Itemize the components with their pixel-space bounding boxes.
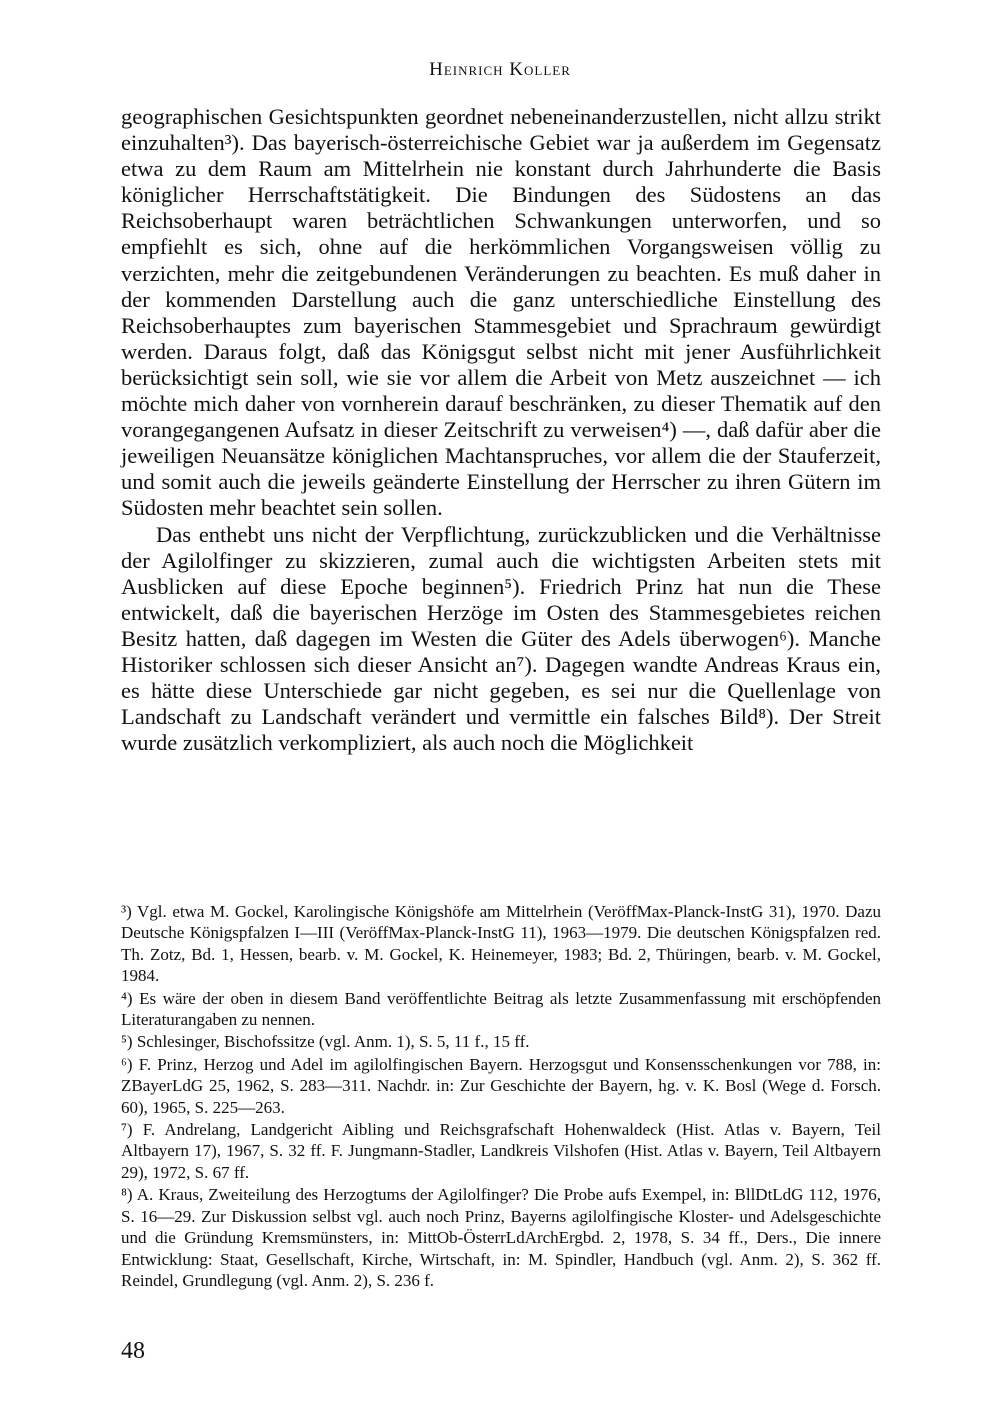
footnote-8: ⁸) A. Kraus, Zweiteilung des Herzogtums der Agilolfinger? Die Probe aufs Exempel, in: BllDtLdG 112, 1976, S. 16—29. Zur Diskussion selbst vgl. auch noch Prinz, Bayerns agilolfingische Kloster- und Adelsgeschichte und die Gründung Kremsmünsters, in: MittOb-ÖsterrLdArchErgbd. 2, 1978, S. 34 ff., Ders., Die innere Entwicklung: Staat, Gesellschaft, Kirche, Wirtschaft, in: M. Spindler, Handbuch (vgl. Anm. 2), S. 362 ff. Reindel, Grundlegung (vgl. Anm. 2), S. 236 f. bbox=[121, 1185, 881, 1290]
main-text bbox=[121, 104, 881, 756]
page-number: 48 bbox=[121, 1338, 145, 1364]
footnote-7: ⁷) F. Andrelang, Landgericht Aibling und Reichsgrafschaft Hohenwaldeck (Hist. Atlas v. Bayern, Teil Altbayern 17), 1967, S. 32 ff. F. Jungmann-Stadler, Landkreis Vilshofen (Hist. Atlas v. Bayern, Teil Altbayern 29), 1972, S. 67 ff. bbox=[121, 1120, 881, 1182]
footnote-5: ⁵) Schlesinger, Bischofssitze (vgl. Anm. 1), S. 5, 11 f., 15 ff. bbox=[121, 1032, 530, 1052]
footnote-6: ⁶) F. Prinz, Herzog und Adel im agilolfingischen Bayern. Herzogsgut und Konsensschenkungen vor 788, in: ZBayerLdG 25, 1962, S. 283—311. Nachdr. in: Zur Geschichte der Bayern, hg. v. K. Bosl (Wege d. Forsch. 60), 1965, S. 225—263. bbox=[121, 1054, 881, 1117]
running-head: Heinrich Koller bbox=[429, 59, 571, 80]
paragraph-1: geographischen Gesichtspunkten geordnet nebeneinanderzustellen, nicht allzu strikt einzuhalten³). Das bayerisch-österreichische Gebiet war ja außerdem im Gegensatz etwa zu dem Raum am Mittelrhein nie konstant durch Jahrhunderte die Basis königlicher Herrschaftstätigkeit. Die Bindungen des Südostens an das Reichsoberhaupt waren beträchtlichen Schwankungen unterworfen, und so empfiehlt es sich, ohne auf die herkömmlichen Vorgangsweisen völlig zu verzichten, mehr die zeitgebundenen Veränderungen zu beachten. Es muß daher in der kommenden Darstellung auch die ganz unterschiedliche Einstellung des Reichsoberhauptes zum bayerischen Stammesgebiet und Sprachraum gewürdigt werden. Daraus folgt, daß das Königsgut selbst nicht mit jener Ausführlichkeit berücksichtigt sein soll, wie sie vor allem die Arbeit von Metz auszeichnet — ich möchte mich daher von vornherein darauf beschränken, zu dieser Thematik auf den vorangegangenen Aufsatz in dieser Zeitschrift zu verweisen⁴) —, daß dafür aber die jeweiligen Neuansätze königlichen Machtanspruches, vor allem die der Stauferzeit, und somit auch die jeweils geänderte Einstellung der Herrscher zu ihren Gütern im Südosten mehr beachtet sein sollen. bbox=[121, 104, 881, 521]
footnote-3: ³) Vgl. etwa M. Gockel, Karolingische Königshöfe am Mittelrhein (VeröffMax-Planck-InstG 31), 1970. Dazu Deutsche Königspfalzen I—III (VeröffMax-Planck-InstG 11), 1963—1979. Die deutschen Königspfalzen red. Th. Zotz, Bd. 1, Hessen, bearb. v. M. Gockel, K. Heinemeyer, 1983; Bd. 2, Thüringen, bearb. v. M. Gockel, 1984. bbox=[121, 902, 881, 986]
paragraph-2: Das enthebt uns nicht der Verpflichtung, zurückzublicken und die Verhältnisse der Agilolfinger zu skizzieren, zumal auch die wichtigsten Arbeiten stets mit Ausblicken auf diese Epoche beginnen⁵). Friedrich Prinz hat nun die These entwickelt, daß die bayerischen Herzöge im Osten des Stammesgebietes reichen Besitz hatten, daß dagegen im Westen die Güter des Adels überwogen⁶). Manche Historiker schlossen sich dieser Ansicht an⁷). Dagegen wandte Andreas Kraus ein, es hätte diese Unterschiede gar nicht gegeben, es sei nur die Quellenlage von Landschaft zu Landschaft verändert und vermittle ein falsches Bild⁸). Der Streit wurde zusätzlich verkompliziert, als auch noch die Möglichkeit bbox=[121, 521, 881, 756]
footnotes bbox=[121, 901, 881, 1292]
footnote-4: ⁴) Es wäre der oben in diesem Band veröffentlichte Beitrag als letzte Zusammenfassung mit erschöpfenden Literaturangaben zu nennen. bbox=[121, 988, 881, 1030]
